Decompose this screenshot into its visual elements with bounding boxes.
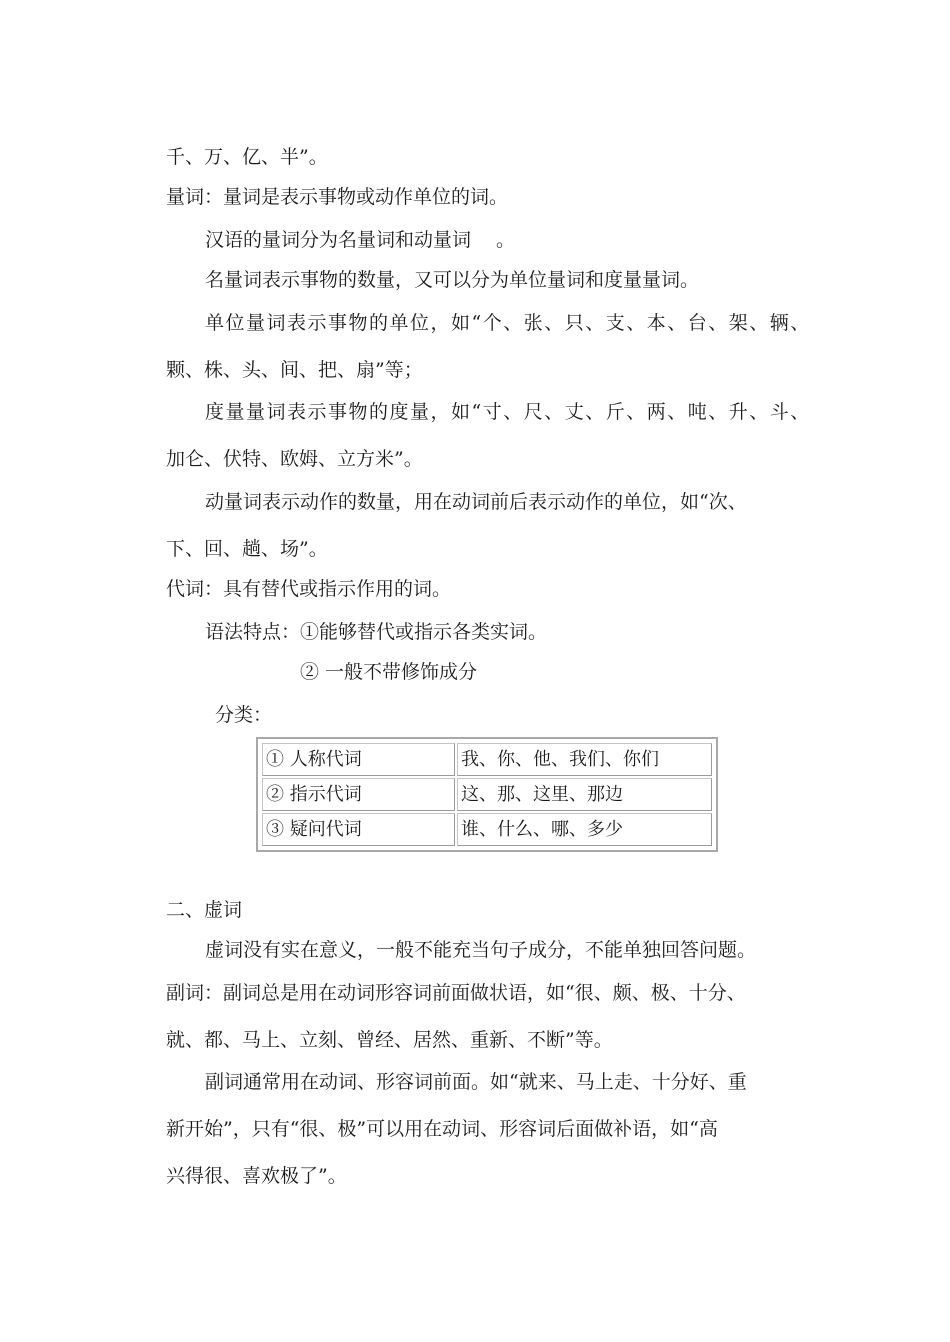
text-line: 副词：副词总是用在动词形容词前面做状语，如“很、颇、极、十分、 — [166, 982, 746, 1004]
pronoun-table — [256, 737, 718, 852]
pronoun-type-cell: ② 指示代词 — [262, 778, 455, 811]
text-line: 兴得很、喜欢极了”。 — [166, 1165, 347, 1187]
text-line: 汉语的量词分为名量词和动量词 。 — [205, 229, 516, 251]
text-line: 新开始”，只有“很、极”可以用在动词、形容词后面做补语，如“高 — [166, 1118, 718, 1140]
text-line: 颗、株、头、间、把、扇”等； — [166, 359, 423, 381]
table-row — [262, 743, 712, 776]
pronoun-type-cell: ③ 疑问代词 — [262, 813, 455, 846]
text-line: 度量量词表示事物的度量，如“寸、尺、丈、斤、两、吨、升、斗、 — [205, 401, 811, 423]
text-line: 千、万、亿、半”。 — [166, 146, 328, 168]
text-line: 副词通常用在动词、形容词前面。如“就来、马上走、十分好、重 — [205, 1071, 747, 1093]
section-heading: 二、虚词 — [166, 899, 243, 921]
pronoun-type-cell: ① 人称代词 — [262, 743, 455, 776]
text-line: 单位量词表示事物的单位，如“个、张、只、支、本、台、架、辆、 — [205, 312, 811, 334]
text-line: 动量词表示动作的数量，用在动词前后表示动作的单位，如“次、 — [205, 491, 747, 513]
text-line: 分类： — [215, 704, 273, 726]
table-row — [262, 778, 712, 811]
text-line: 代词：具有替代或指示作用的词。 — [166, 578, 452, 600]
text-line: 就、都、马上、立刻、曾经、居然、重新、不断”等。 — [166, 1029, 613, 1051]
text-line: ② 一般不带修饰成分 — [300, 661, 478, 683]
text-line: 名量词表示事物的数量，又可以分为单位量词和度量量词。 — [205, 269, 700, 291]
text-line: 下、回、趟、场”。 — [166, 538, 328, 560]
pronoun-examples-cell: 谁、什么、哪、多少 — [457, 813, 712, 846]
text-line: 加仑、伏特、欧姆、立方米”。 — [166, 448, 423, 470]
table-row — [262, 813, 712, 846]
text-line: 语法特点：①能够替代或指示各类实词。 — [205, 621, 548, 643]
pronoun-examples-cell: 我、你、他、我们、你们 — [457, 743, 712, 776]
pronoun-examples-cell: 这、那、这里、那边 — [457, 778, 712, 811]
text-line: 量词：量词是表示事物或动作单位的词。 — [166, 186, 509, 208]
text-line: 虚词没有实在意义，一般不能充当句子成分，不能单独回答问题。 — [205, 939, 757, 961]
